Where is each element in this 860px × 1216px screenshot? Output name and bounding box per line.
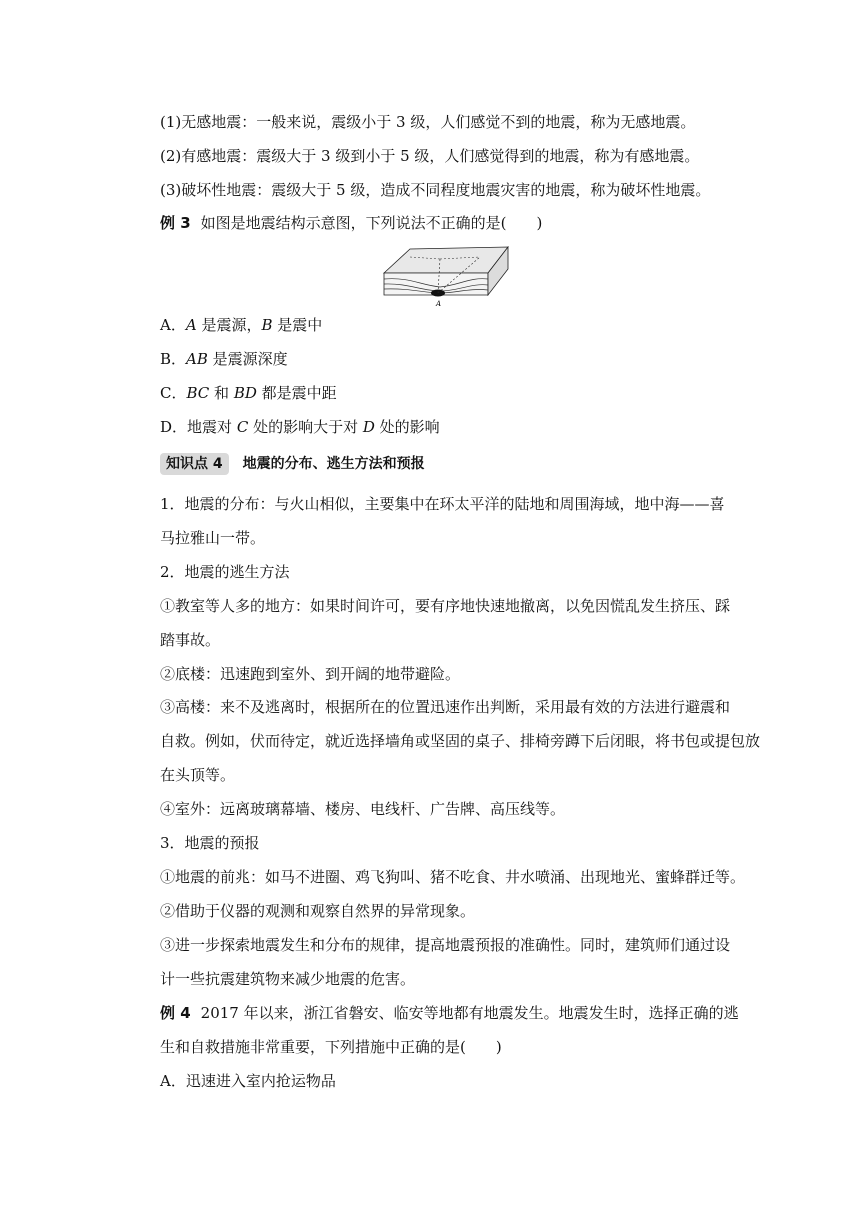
figure-label-a: A (436, 300, 442, 308)
paragraph-line: 在头顶等。 (160, 766, 236, 784)
option-a: A．A 是震源，B 是震中 (160, 316, 323, 334)
section-heading: 2．地震的逃生方法 (160, 563, 290, 581)
option-b: B．AB 是震源深度 (160, 350, 288, 368)
knowledge-point-title: 地震的分布、逃生方法和预报 (242, 456, 425, 472)
classification-line-1: (1)无感地震：一般来说，震级小于 3 级，人们感觉不到的地震，称为无感地震。 (160, 113, 696, 131)
paragraph-line: 计一些抗震建筑物来减少地震的危害。 (160, 970, 416, 988)
paragraph-line: 自救。例如，伏而待定，就近选择墙角或坚固的桌子、排椅旁蹲下后闭眼，将书包或提包放 (160, 732, 761, 750)
question-text: 如图是地震结构示意图，下列说法不正确的是( ) (200, 214, 543, 232)
paragraph-line: ③高楼：来不及逃离时，根据所在的位置迅速作出判断，采用最有效的方法进行避震和 (160, 698, 731, 716)
classification-line-2: (2)有感地震：震级大于 3 级到小于 5 级，人们感觉得到的地震，称为有感地震。 (160, 147, 700, 165)
option-c: C．BC 和 BD 都是震中距 (160, 384, 337, 402)
example-3-question (160, 213, 542, 233)
paragraph-line: ①教室等人多的地方：如果时间许可，要有序地快速地撤离，以免因慌乱发生挤压、踩 (160, 597, 731, 615)
paragraph-line: 踏事故。 (160, 631, 221, 649)
example-4-question: 例 4 2017 年以来，浙江省磐安、临安等地都有地震发生。地震发生时，选择正确的逃 (160, 1004, 739, 1022)
paragraph-line: ④室外：远离玻璃幕墙、楼房、电线杆、广告牌、高压线等。 (160, 800, 566, 818)
paragraph-line: ②借助于仪器的观测和观察自然界的异常现象。 (160, 902, 476, 920)
paragraph-line: ①地震的前兆：如马不进圈、鸡飞狗叫、猪不吃食、井水喷涌、出现地光、蜜蜂群迁等。 (160, 868, 746, 886)
section-heading: 3．地震的预报 (160, 834, 260, 852)
earthquake-structure-diagram (380, 243, 510, 311)
example-label: 例 3 (160, 214, 191, 232)
knowledge-point-badge: 知识点 4 (160, 453, 229, 475)
paragraph-line: 马拉雅山一带。 (160, 529, 266, 547)
knowledge-point-heading (160, 453, 425, 475)
classification-line-3: (3)破坏性地震：震级大于 5 级，造成不同程度地震灾害的地震，称为破坏性地震。 (160, 181, 711, 199)
option-d: D．地震对 C 处的影响大于对 D 处的影响 (160, 418, 440, 436)
example-label: 例 4 (160, 1004, 191, 1022)
paragraph-line: ②底楼：迅速跑到室外、到开阔的地带避险。 (160, 665, 461, 683)
paragraph-line: ③进一步探索地震发生和分布的规律，提高地震预报的准确性。同时，建筑师们通过设 (160, 936, 731, 954)
paragraph-line: 生和自救措施非常重要，下列措施中正确的是( ) (160, 1038, 502, 1056)
paragraph-line: 1．地震的分布：与火山相似，主要集中在环太平洋的陆地和周围海域，地中海——喜 (160, 495, 725, 513)
option-a: A．迅速进入室内抢运物品 (160, 1072, 336, 1090)
